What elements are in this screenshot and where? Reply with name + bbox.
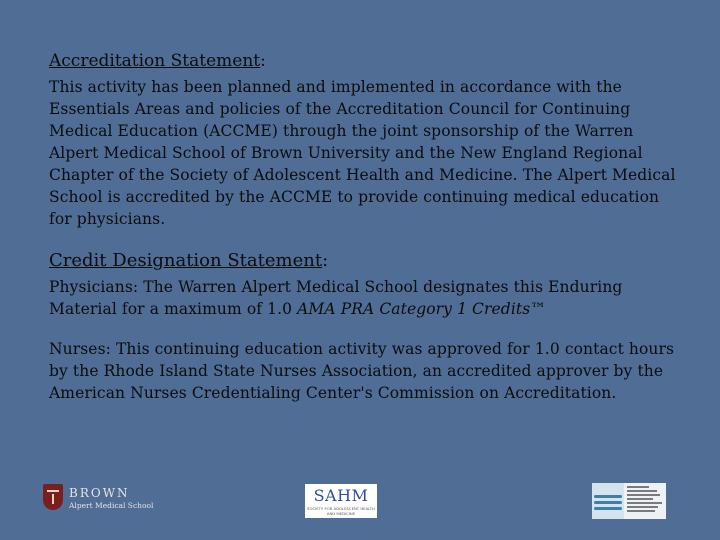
brown-sub: Alpert Medical School (69, 501, 154, 510)
sahm-logo (305, 484, 377, 518)
brown-name: BROWN (69, 486, 130, 500)
rhode-island-logo-icon (592, 483, 624, 519)
heading-colon: : (322, 250, 329, 271)
physicians-statement (49, 276, 679, 320)
accreditation-body: This activity has been planned and implemented in accordance with the Essentials Areas and policies of the Accreditation Council for Continuing Medical Education (ACCME) through the joint sponsorship of the Warren Alpert Medical School of Brown University and the New England Regional Chapter of the Society of Adolescent Health and Medicine. The Alpert Medical School is accredited by the ACCME to provide continuing medical education for physicians. (49, 78, 676, 228)
brown-logo (43, 484, 153, 511)
nurses-statement: Nurses: This continuing education activity was approved for 1.0 contact hours by the Rhode Island State Nurses Association, an accredited approver by the American Nurses Credentialing Center's Commission on Accreditation. (49, 340, 675, 402)
credit-heading-text: Credit Designation Statement (49, 250, 323, 271)
rhode-island-logo-text-lines (624, 483, 666, 519)
heading-colon: : (260, 51, 266, 71)
credit-heading (49, 250, 679, 272)
content (49, 50, 679, 404)
accreditation-heading-text: Accreditation Statement (49, 51, 261, 71)
rhode-island-logo (592, 483, 666, 519)
brown-shield-icon (43, 484, 63, 510)
physicians-text: Physicians: The Warren Alpert Medical School designates this Enduring Material for a maximum of 1.0 (49, 278, 623, 318)
sahm-sub: SOCIETY FOR ADOLESCENT HEALTH AND MEDICINE (307, 506, 375, 516)
physicians-credit: AMA PRA Category 1 Credits™ (297, 300, 546, 318)
accreditation-heading (49, 50, 679, 72)
sahm-logo-text: SAHM (313, 486, 369, 505)
